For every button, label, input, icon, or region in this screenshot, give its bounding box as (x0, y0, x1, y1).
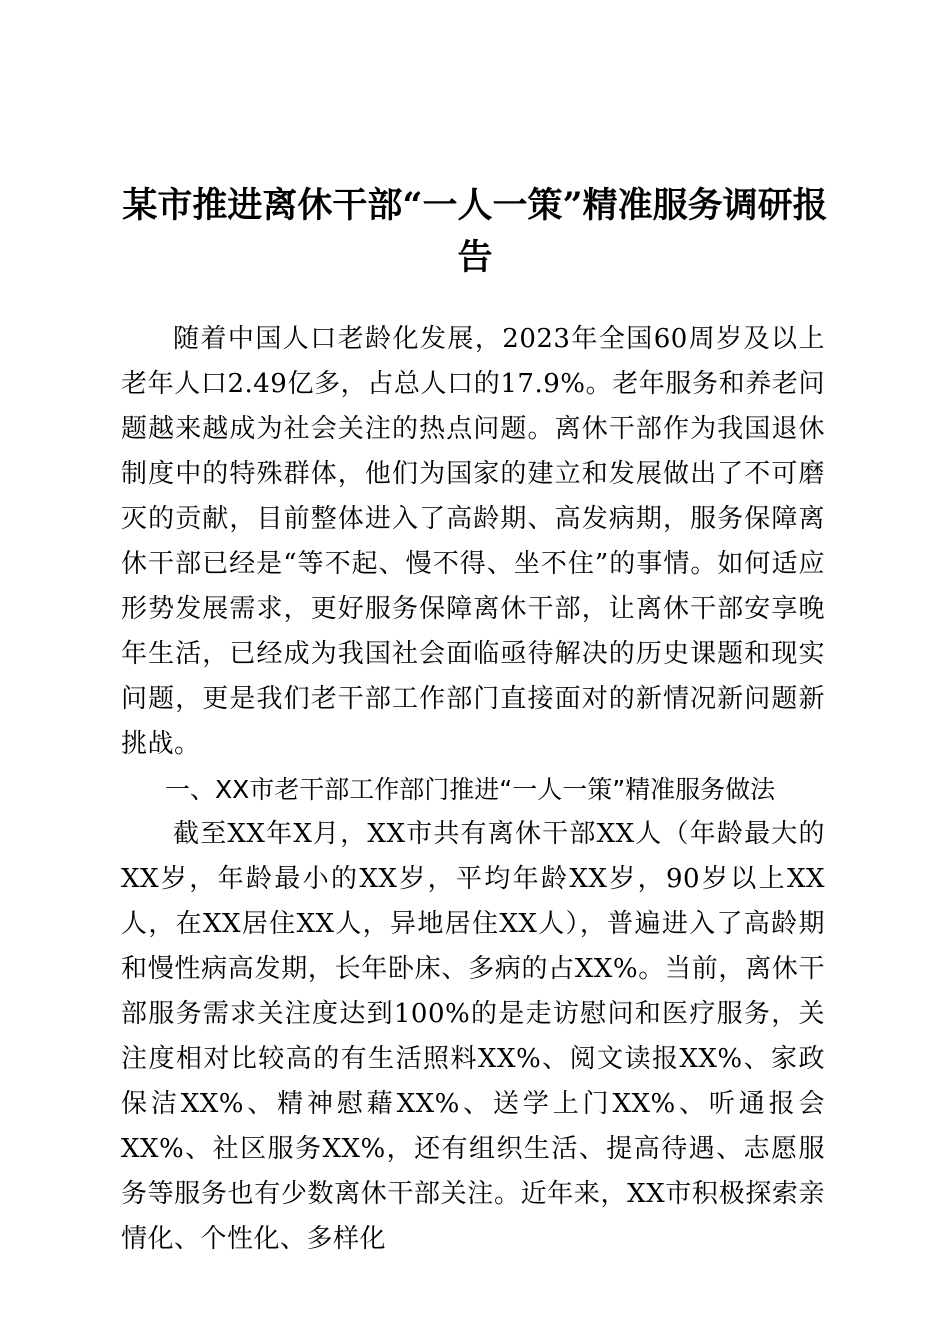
intro-paragraph: 随着中国人口老龄化发展，2023年全国60周岁及以上老年人口2.49亿多，占总人口的17.9%。老年服务和养老问题越来越成为社会关注的热点问题。离休干部作为我国退休制度中的特殊群体，他们为国家的建立和发展做出了不可磨灭的贡献，目前整体进入了高龄期、高发病期，服务保障离休干部已经是“等不起、慢不得、坐不住”的事情。如何适应形势发展需求，更好服务保障离休干部，让离休干部安享晚年生活，已经成为我国社会面临亟待解决的历史课题和现实问题，更是我们老干部工作部门直接面对的新情况新问题新挑战。 (121, 324, 825, 759)
document-title: 某市推进离休干部“一人一策”精准服务调研报告 (122, 185, 828, 278)
section-1-paragraph: 截至XX年X月，XX市共有离休干部XX人（年龄最大的XX岁，年龄最小的XX岁，平均年龄XX岁，90岁以上XX人，在XX居住XX人，异地居住XX人），普遍进入了高龄期和慢性病高发期，长年卧床、多病的占XX%。当前，离休干部服务需求关注度达到100%的是走访慰问和医疗服务，关注度相对比较高的有生活照料XX%、阅文读报XX%、家政保洁XX%、精神慰藉XX%、送学上门XX%、听通报会XX%、社区服务XX%，还有组织生活、提高待遇、志愿服务等服务也有少数离休干部关注。近年来，XX市积极探索亲情化、个性化、多样化 (121, 819, 825, 1254)
section-heading-1: 一、XX市老干部工作部门推进“一人一策”精准服务做法 (165, 775, 776, 804)
document-body (121, 317, 825, 1262)
